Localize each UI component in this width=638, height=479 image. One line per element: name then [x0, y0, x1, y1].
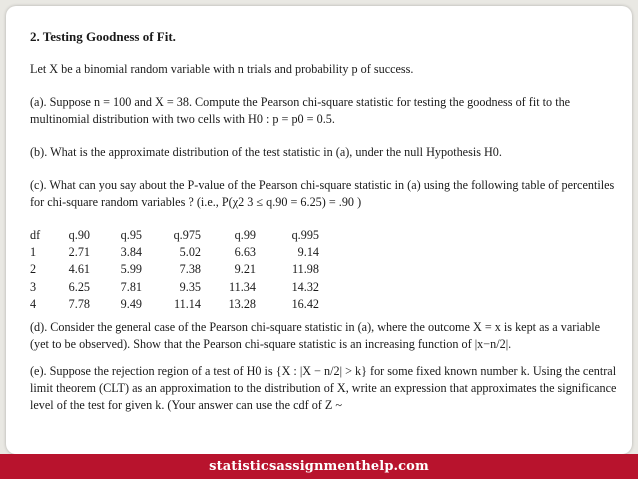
- table-cell: 3: [30, 279, 37, 294]
- table-header-row: [30, 227, 319, 244]
- part-d: (d). Consider the general case of the Pearson chi-square statistic in (a), where the outcome X = x is kept as a variable (yet to be observed). Show that the Pearson chi-square statistic is an increasing function of |x−n/2|.: [30, 319, 601, 351]
- table-cell: 11.34: [229, 279, 256, 294]
- table-cell: 7.78: [68, 296, 90, 311]
- table-cell: 4: [30, 296, 37, 311]
- header-df: df: [30, 228, 41, 243]
- table-row: [30, 261, 319, 278]
- table-cell: 13.28: [228, 296, 256, 311]
- part-e: (e). Suppose the rejection region of a test of H0 is {X : |X − n/2| > k} for some fixed known number k. Using the central limit theorem (CLT) as an approximation to the distribution of X, write an expression that approximates the significance level of the test for given k. (Your answer can use the cdf of Z ~: [30, 363, 617, 412]
- footer-site-name: statisticsassignmenthelp.com: [209, 459, 429, 474]
- problem-title: 2. Testing Goodness of Fit.: [30, 29, 176, 44]
- table-cell: 11.98: [292, 262, 319, 277]
- content-sheet: [6, 6, 632, 454]
- part-c: (c). What can you say about the P-value of the Pearson chi-square statistic in (a) using the following table of percentiles for chi-square random variables ? (i.e., P(χ2 3 ≤ q.90 = 6.25) = .90 ): [30, 178, 615, 209]
- header-q975: q.975: [173, 228, 201, 243]
- table-cell: 16.42: [291, 296, 319, 311]
- intro-paragraph: Let X be a binomial random variable with n trials and probability p of success.: [30, 62, 414, 76]
- table-row: [30, 244, 319, 261]
- table-row: [30, 279, 319, 296]
- table-cell: 9.49: [120, 296, 142, 311]
- table-cell: 9.35: [179, 279, 201, 294]
- table-cell: 6.25: [68, 279, 90, 294]
- chi-square-percentile-table: [30, 227, 319, 313]
- footer-banner: [0, 454, 638, 479]
- table-cell: 5.02: [179, 245, 201, 260]
- header-q995: q.995: [291, 228, 319, 243]
- table-cell: 4.61: [68, 262, 90, 277]
- table-cell: 2: [30, 262, 37, 277]
- header-q90: q.90: [68, 228, 90, 243]
- table-cell: 11.14: [174, 296, 201, 311]
- header-q99: q.99: [234, 228, 256, 243]
- table-cell: 3.84: [120, 245, 142, 260]
- table-cell: 7.38: [179, 262, 201, 277]
- table-cell: 5.99: [120, 262, 142, 277]
- table-cell: 2.71: [68, 245, 90, 260]
- table-cell: 1: [30, 245, 37, 260]
- table-cell: 14.32: [291, 279, 319, 294]
- table-cell: 9.14: [297, 245, 319, 260]
- table-row: [30, 296, 319, 313]
- table-cell: 9.21: [234, 262, 256, 277]
- part-b: (b). What is the approximate distribution of the test statistic in (a), under the null Hypothesis H0.: [30, 145, 502, 159]
- table-cell: 7.81: [120, 279, 142, 294]
- header-q95: q.95: [120, 228, 142, 243]
- table-cell: 6.63: [234, 245, 256, 260]
- part-a: (a). Suppose n = 100 and X = 38. Compute the Pearson chi-square statistic for testing the goodness of fit to the multinomial distribution with two cells with H0 : p = p0 = 0.5.: [30, 95, 571, 126]
- problem-body: [30, 28, 620, 430]
